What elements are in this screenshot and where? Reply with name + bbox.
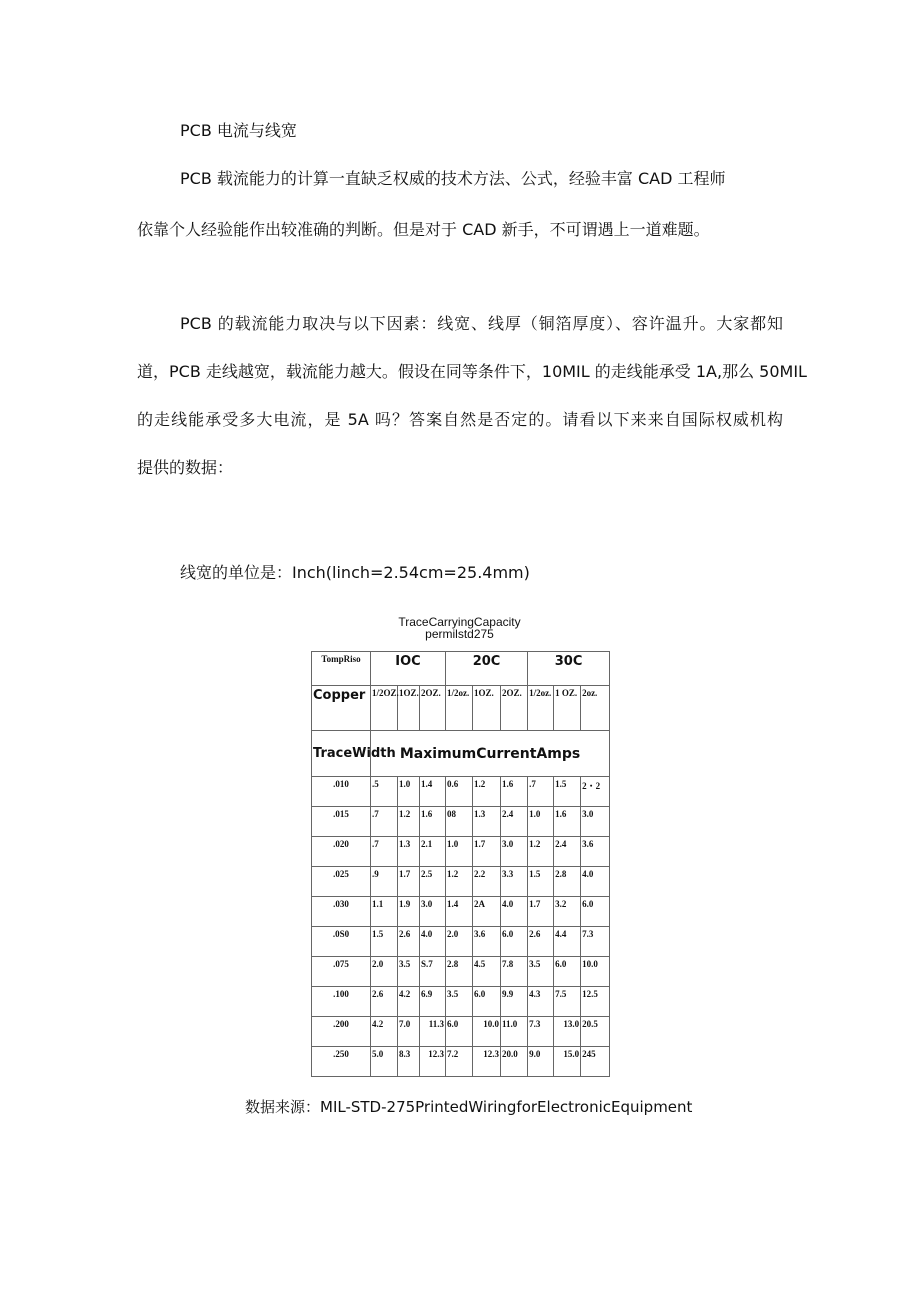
trace-width-cell: .025 bbox=[312, 867, 371, 897]
paragraph-line: 道，PCB 走线越宽，载流能力越大。假设在同等条件下，10MIL 的走线能承受 1A,那么 50MIL bbox=[137, 362, 807, 381]
current-cell: 3.2 bbox=[554, 897, 581, 927]
current-cell: 1.5 bbox=[554, 777, 581, 807]
current-cell: 12.3 bbox=[473, 1047, 501, 1077]
current-cell: 4.5 bbox=[473, 957, 501, 987]
trace-capacity-table bbox=[311, 651, 610, 1077]
current-cell: 15.0 bbox=[554, 1047, 581, 1077]
current-cell: 2.2 bbox=[473, 867, 501, 897]
trace-width-cell: .030 bbox=[312, 897, 371, 927]
current-cell: 1.6 bbox=[420, 807, 446, 837]
current-cell: 1.4 bbox=[420, 777, 446, 807]
current-cell: 1.6 bbox=[554, 807, 581, 837]
current-cell: 4.0 bbox=[501, 897, 528, 927]
current-cell: 3.5 bbox=[528, 957, 554, 987]
table-row bbox=[312, 1047, 610, 1077]
copper-weight: 2OZ. bbox=[420, 686, 446, 731]
trace-width-cell: .0S0 bbox=[312, 927, 371, 957]
current-cell: 4.3 bbox=[528, 987, 554, 1017]
current-cell: 1.6 bbox=[501, 777, 528, 807]
current-cell: .7 bbox=[528, 777, 554, 807]
current-cell: 1.7 bbox=[398, 867, 420, 897]
trace-width-cell: .010 bbox=[312, 777, 371, 807]
current-cell: 2・2 bbox=[581, 777, 610, 807]
current-cell: 1.5 bbox=[528, 867, 554, 897]
current-cell: 1.0 bbox=[398, 777, 420, 807]
current-cell: 3.0 bbox=[581, 807, 610, 837]
current-cell: .7 bbox=[371, 807, 398, 837]
paragraph-line: 提供的数据： bbox=[137, 458, 234, 477]
table-row bbox=[312, 987, 610, 1017]
current-cell: 3.0 bbox=[420, 897, 446, 927]
paragraph-line: 依靠个人经验能作出较准确的判断。但是对于 CAD 新手，不可谓遇上一道难题。 bbox=[137, 220, 710, 239]
current-cell: 6.9 bbox=[420, 987, 446, 1017]
current-cell: 1.2 bbox=[398, 807, 420, 837]
current-cell: 4.2 bbox=[371, 1017, 398, 1047]
table-row bbox=[312, 807, 610, 837]
current-cell: 2.0 bbox=[446, 927, 473, 957]
temp-header: 30C bbox=[528, 652, 610, 686]
caption-line: TraceCarryingCapacity bbox=[398, 615, 521, 629]
trace-width-cell: .015 bbox=[312, 807, 371, 837]
current-cell: 10.0 bbox=[473, 1017, 501, 1047]
table-row bbox=[312, 897, 610, 927]
current-cell: 6.0 bbox=[554, 957, 581, 987]
current-cell: 4.2 bbox=[398, 987, 420, 1017]
table-row bbox=[312, 867, 610, 897]
trace-width-cell: .075 bbox=[312, 957, 371, 987]
current-cell: 12.5 bbox=[581, 987, 610, 1017]
copper-weight: 2oz. bbox=[581, 686, 610, 731]
trace-width-cell: .100 bbox=[312, 987, 371, 1017]
current-cell: 6.0 bbox=[581, 897, 610, 927]
current-cell: 1.0 bbox=[446, 837, 473, 867]
trace-width-cell: .020 bbox=[312, 837, 371, 867]
current-cell: 3.6 bbox=[581, 837, 610, 867]
current-cell: 1.5 bbox=[371, 927, 398, 957]
copper-weight: 1/2OZ. bbox=[371, 686, 398, 731]
current-cell: 1.2 bbox=[473, 777, 501, 807]
copper-weight: 1/2oz. bbox=[528, 686, 554, 731]
current-cell: 10.0 bbox=[581, 957, 610, 987]
current-cell: 2A bbox=[473, 897, 501, 927]
unit-note: 线宽的单位是：Inch(linch=2.54cm=25.4mm) bbox=[180, 563, 530, 582]
doc-title: PCB 电流与线宽 bbox=[180, 121, 297, 140]
current-cell: 2.8 bbox=[554, 867, 581, 897]
copper-weight: 2OZ. bbox=[501, 686, 528, 731]
current-cell: 12.3 bbox=[420, 1047, 446, 1077]
table-row bbox=[312, 837, 610, 867]
current-cell: 6.0 bbox=[446, 1017, 473, 1047]
table-row bbox=[312, 927, 610, 957]
current-cell: 7.0 bbox=[398, 1017, 420, 1047]
current-cell: 1.1 bbox=[371, 897, 398, 927]
current-cell: 6.0 bbox=[501, 927, 528, 957]
current-cell: 9.9 bbox=[501, 987, 528, 1017]
current-cell: 2.0 bbox=[371, 957, 398, 987]
current-cell: 11.3 bbox=[420, 1017, 446, 1047]
copper-weight: 1OZ. bbox=[473, 686, 501, 731]
current-cell: 7.3 bbox=[528, 1017, 554, 1047]
current-cell: 3.5 bbox=[446, 987, 473, 1017]
trace-width-cell: .200 bbox=[312, 1017, 371, 1047]
current-cell: 11.0 bbox=[501, 1017, 528, 1047]
current-cell: .7 bbox=[371, 837, 398, 867]
amps-label: MaximumCurrentAmps bbox=[371, 731, 610, 777]
paragraph-line: PCB 载流能力的计算一直缺乏权威的技术方法、公式，经验丰富 CAD 工程师 bbox=[180, 169, 726, 188]
copper-weight: 1 OZ. bbox=[554, 686, 581, 731]
copper-weight: 1/2oz. bbox=[446, 686, 473, 731]
current-cell: 4.0 bbox=[581, 867, 610, 897]
table-row bbox=[312, 1017, 610, 1047]
current-cell: 3.6 bbox=[473, 927, 501, 957]
current-cell: 7.3 bbox=[581, 927, 610, 957]
current-cell: 2.5 bbox=[420, 867, 446, 897]
current-cell: 1.3 bbox=[398, 837, 420, 867]
current-cell: 6.0 bbox=[473, 987, 501, 1017]
current-cell: 2.6 bbox=[371, 987, 398, 1017]
trace-width-label: TraceWidth bbox=[312, 731, 371, 777]
current-cell: 1.0 bbox=[528, 807, 554, 837]
current-cell: 1.7 bbox=[473, 837, 501, 867]
current-cell: 3.0 bbox=[501, 837, 528, 867]
current-cell: 1.2 bbox=[528, 837, 554, 867]
current-cell: .9 bbox=[371, 867, 398, 897]
current-cell: 13.0 bbox=[554, 1017, 581, 1047]
current-cell: 7.5 bbox=[554, 987, 581, 1017]
current-cell: 1.7 bbox=[528, 897, 554, 927]
caption-line: permilstd275 bbox=[425, 627, 494, 641]
current-cell: 245 bbox=[581, 1047, 610, 1077]
current-cell: 7.8 bbox=[501, 957, 528, 987]
table-row bbox=[312, 777, 610, 807]
current-cell: 20.5 bbox=[581, 1017, 610, 1047]
copper-label: Copper bbox=[312, 686, 371, 731]
data-source: 数据来源：MIL-STD-275PrintedWiringforElectronicEquipment bbox=[245, 1098, 693, 1116]
current-cell: 1.2 bbox=[446, 867, 473, 897]
copper-weight: 1OZ. bbox=[398, 686, 420, 731]
current-cell: .5 bbox=[371, 777, 398, 807]
paragraph-line: PCB 的载流能力取决与以下因素：线宽、线厚（铜箔厚度）、容许温升。大家都知 bbox=[180, 314, 783, 333]
paragraph-line: 的走线能承受多大电流，是 5A 吗？答案自然是否定的。请看以下来来自国际权威机构 bbox=[137, 410, 783, 429]
current-cell: 3.5 bbox=[398, 957, 420, 987]
current-cell: S.7 bbox=[420, 957, 446, 987]
current-cell: 2.6 bbox=[528, 927, 554, 957]
current-cell: 0.6 bbox=[446, 777, 473, 807]
current-cell: 1.4 bbox=[446, 897, 473, 927]
current-cell: 1.9 bbox=[398, 897, 420, 927]
current-cell: 08 bbox=[446, 807, 473, 837]
temp-label: TompRiso bbox=[312, 652, 371, 686]
current-cell: 1.3 bbox=[473, 807, 501, 837]
current-cell: 4.4 bbox=[554, 927, 581, 957]
current-cell: 4.0 bbox=[420, 927, 446, 957]
temp-header: 20C bbox=[446, 652, 528, 686]
current-cell: 2.1 bbox=[420, 837, 446, 867]
current-cell: 2.8 bbox=[446, 957, 473, 987]
current-cell: 2.6 bbox=[398, 927, 420, 957]
current-cell: 9.0 bbox=[528, 1047, 554, 1077]
table-caption bbox=[311, 616, 608, 640]
current-cell: 8.3 bbox=[398, 1047, 420, 1077]
current-cell: 2.4 bbox=[554, 837, 581, 867]
temp-header: IOC bbox=[371, 652, 446, 686]
table-row bbox=[312, 957, 610, 987]
current-cell: 3.3 bbox=[501, 867, 528, 897]
current-cell: 7.2 bbox=[446, 1047, 473, 1077]
current-cell: 5.0 bbox=[371, 1047, 398, 1077]
current-cell: 2.4 bbox=[501, 807, 528, 837]
trace-width-cell: .250 bbox=[312, 1047, 371, 1077]
current-cell: 20.0 bbox=[501, 1047, 528, 1077]
